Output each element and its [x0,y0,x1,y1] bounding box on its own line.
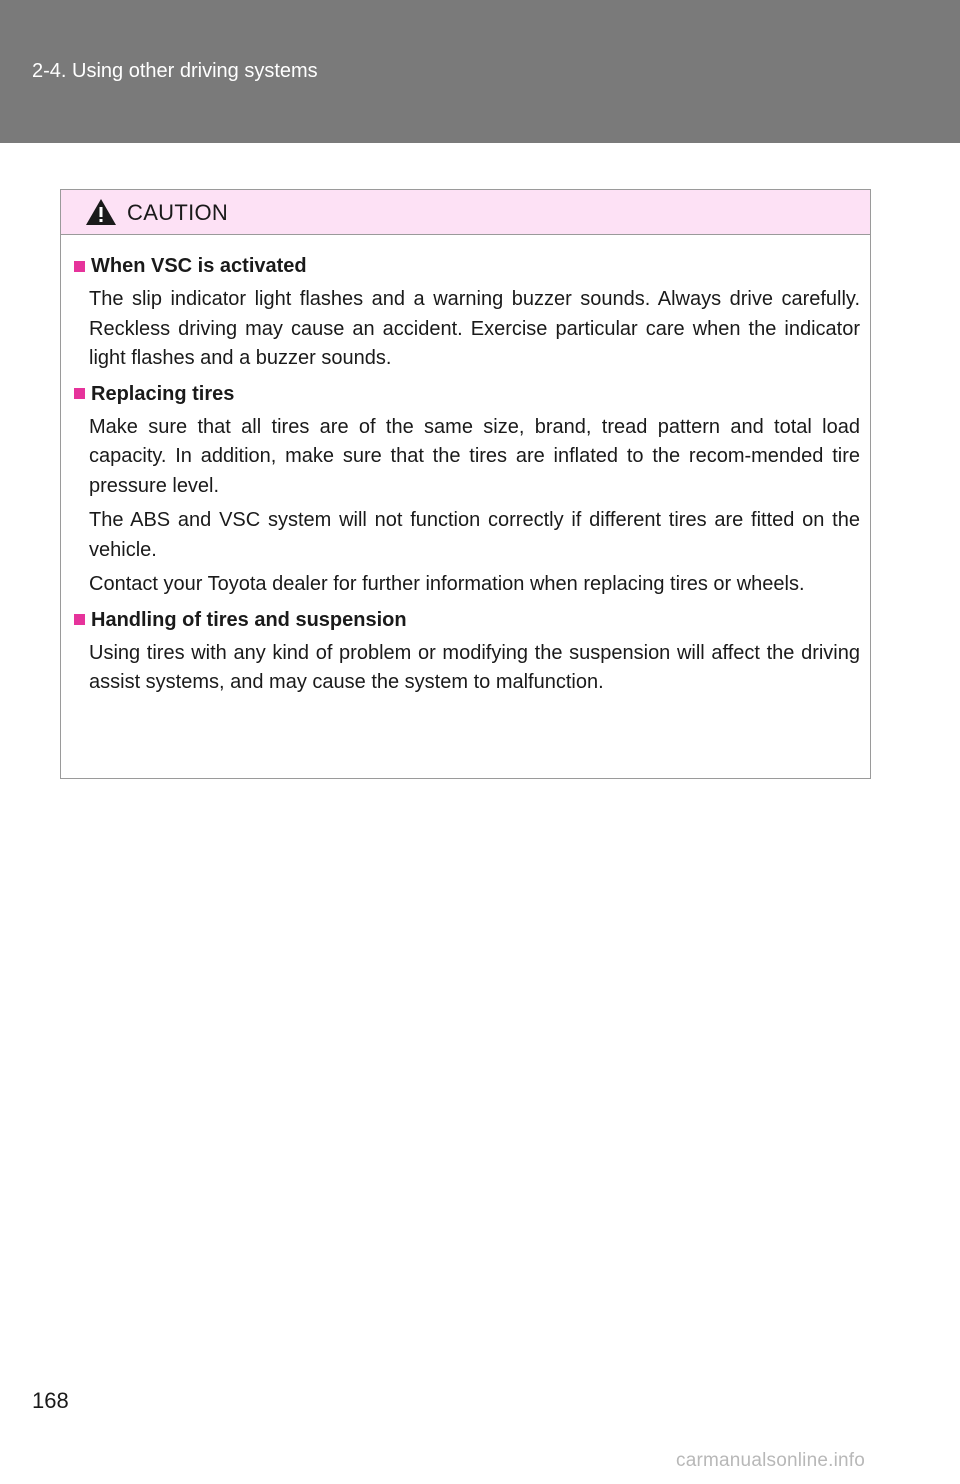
paragraph: Contact your Toyota dealer for further information when replacing tires or wheels. [89,573,805,595]
paragraph: Using tires with any kind of problem or modifying the suspension will affect the driving assist systems, and may cause the system to malfunction. [89,641,860,693]
paragraph: The ABS and VSC system will not function correctly if different tires are fitted on the vehicle. [89,509,860,561]
caution-header [61,190,870,235]
section-title: 2-4. Using other driving systems [32,60,318,82]
paragraph: Make sure that all tires are of the same size, brand, tread pattern and total load capacity. In addition, make sure that the tires are inflated to the recom-mended tire pressure level. [89,415,860,497]
watermark: carmanualsonline.info [676,1450,866,1471]
item-heading-handling-tires-suspension [74,605,860,635]
caution-box [60,189,871,779]
square-bullet-icon [74,388,85,399]
item-heading-vsc-activated [74,251,860,281]
warning-triangle-icon [85,198,117,226]
header-band [0,0,960,143]
item-heading-text: Replacing tires [91,382,235,405]
item-heading-text: When VSC is activated [91,255,307,277]
paragraph: The slip indicator light flashes and a warning buzzer sounds. Always drive carefully. Reckless driving may cause an accident. Exercise particular care when the indicator light flashes and a buzzer sounds. [89,288,860,369]
square-bullet-icon [74,614,85,625]
page-number: 168 [32,1388,69,1413]
square-bullet-icon [74,261,85,272]
caution-body [61,235,870,698]
item-heading-text: Handling of tires and suspension [91,608,407,631]
caution-label: CAUTION [127,200,229,225]
item-heading-replacing-tires [74,379,860,409]
